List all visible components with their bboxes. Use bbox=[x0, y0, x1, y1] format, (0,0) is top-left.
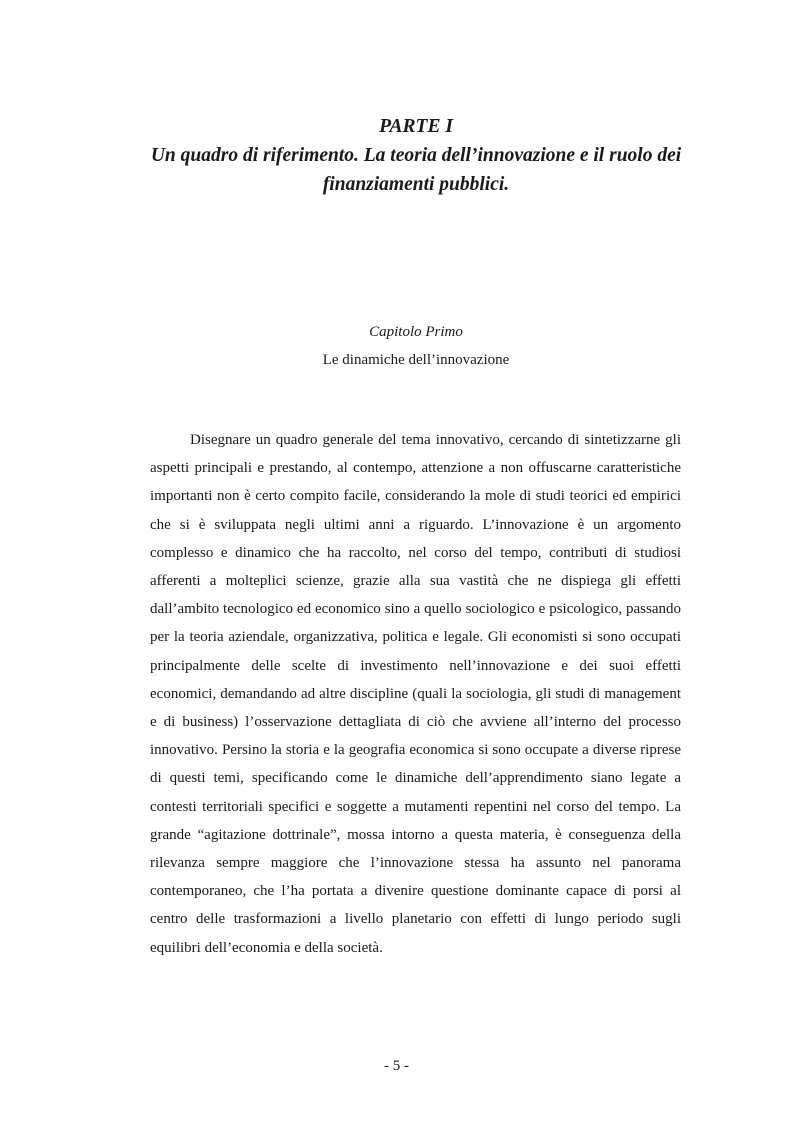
chapter-heading bbox=[150, 318, 682, 374]
part-subtitle: Un quadro di riferimento. La teoria dell’innovazione e il ruolo dei finanziamenti pubblici. bbox=[150, 145, 682, 195]
chapter-label: Capitolo Primo bbox=[369, 324, 463, 340]
chapter-title: Le dinamiche dell’innovazione bbox=[322, 352, 510, 368]
part-title: PARTE I bbox=[379, 116, 453, 137]
part-heading bbox=[150, 112, 682, 199]
page-number: - 5 - bbox=[384, 1058, 409, 1074]
body-paragraph: Disegnare un quadro generale del tema innovativo, cercando di sintetizzarne gli aspetti principali e prestando, al contempo, attenzione a non offuscarne caratteristiche importanti non è certo compito facile, considerando la mole di studi teorici ed empirici che si è sviluppata negli ultimi anni a riguardo. L’innovazione è un argomento complesso e dinamico che ha raccolto, nel corso del tempo, contributi di studiosi afferenti a molteplici scienze, grazie alla sua vastità che ne dispiega gli effetti dall’ambito tecnologico ed economico sino a quello sociologico e psicologico, passando per la teoria aziendale, organizzativa, politica e legale. Gli economisti si sono occupati principalmente delle scelte di investimento nell’innovazione e dei suoi effetti economici, demandando ad altre discipline (quali la sociologia, gli studi di management e di business) l’osservazione dettagliata di ciò che avviene all’interno del processo innovativo. Persino la storia e la geografia economica si sono occupate a diverse riprese di questi temi, specificando come le dinamiche dell’apprendimento siano legate a contesti territoriali specifici e soggette a mutamenti repentini nel corso del tempo. La grande “agitazione dottrinale”, mossa intorno a questa materia, è conseguenza della rilevanza sempre maggiore che l’innovazione stessa ha assunto nel panorama contemporaneo, che l’ha portata a divenire questione dominante capace di porsi al centro delle trasformazioni a livello planetario con effetti di lungo periodo sugli equilibri dell’economia e della società. bbox=[150, 432, 681, 956]
